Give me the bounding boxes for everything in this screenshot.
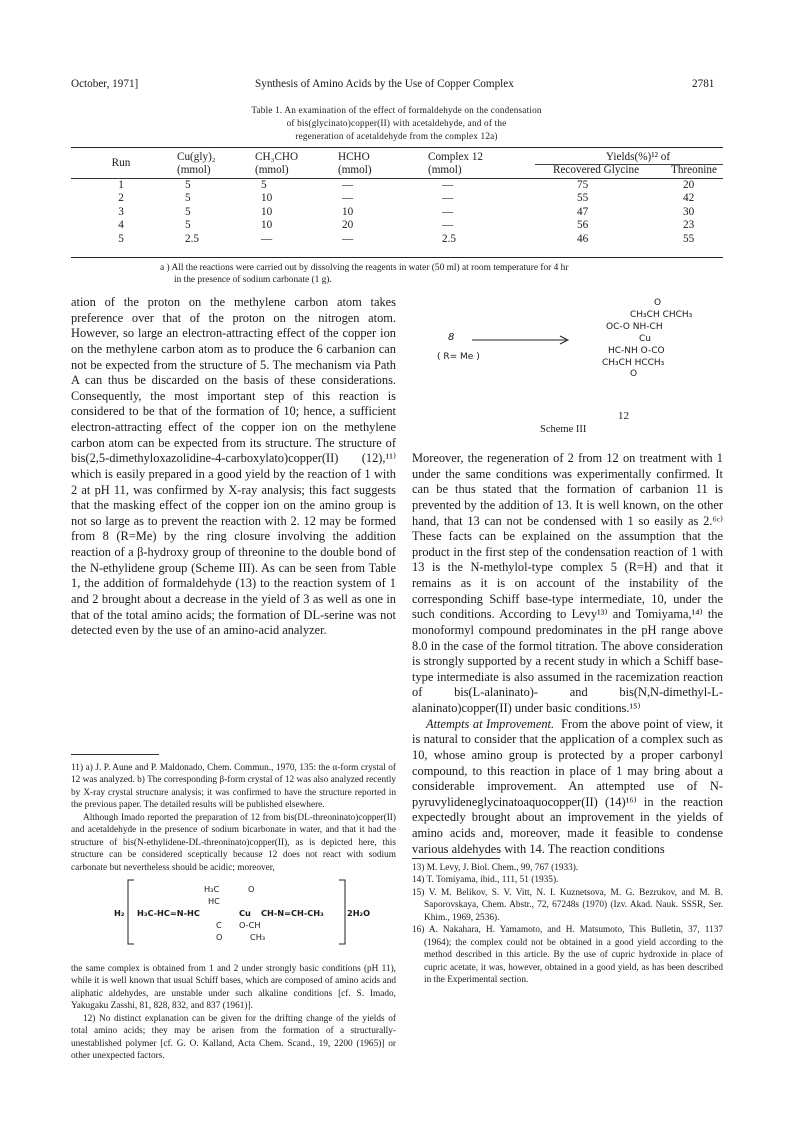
right-paragraph-2-text: From the above point of view, it is natural to consider that the application of a complex such as 10, whose amino group is protected by a proper carbonyl compound, to this reaction in place of 1 may bring about a considerable improvement. An attempted use of N-pyruvylideneglycinatoaquocopper(II) (14)¹⁶⁾ in the reaction expectedly brought about an improvement in the yields of amino acids and, moreover, made it feasible to condense various aldehydes with 14. The reaction conditions — [412, 716, 723, 856]
scheme-oc-o-line: OC-O NH-CH — [606, 322, 663, 332]
table-cell: 20 — [342, 219, 354, 232]
table-cell: 10 — [342, 205, 354, 218]
table-cell: — — [342, 192, 354, 205]
scheme-hc-nh-line: HC-NH O-CO — [608, 346, 665, 356]
table-row — [71, 219, 723, 232]
scheme-cu: Cu — [639, 334, 651, 344]
unit-mmol: (mmol) — [428, 163, 462, 176]
col-recovered-glycine: Recovered Glycine — [553, 163, 640, 176]
footnote-15: 15) V. M. Belikov, S. V. Vitt, N. I. Kuznetsova, M. G. Bezrukov, and M. B. Saporovskaya, Chem. Abstr., 72, 67248s (1970) (Izv. Akad. Nauk. SSSR, Ser. Khim., 1969, 2536). — [412, 887, 723, 923]
table-row — [71, 233, 723, 246]
left-body-text — [71, 295, 396, 639]
scheme-o-bottom: O — [630, 369, 638, 379]
right-paragraph-1: Moreover, the regeneration of 2 from 12 on treatment with 1 under the same conditions was experimentally confirmed. It can be thus stated that the formation of carbanion 11 is prevented by the addition of 13. It is well known, on the other hand, that 13 can not be condensed with 1 so easily as 2.⁶ᶜ⁾ These facts can be explained on the assumption that the product in the first step of the condensation reaction of 1 with 13 is the N-methylol-type complex 5 (R=H) and that it remains as it is on account of the instability of the corresponding Schiff base-type intermediate, 10, under the such conditions. According to Levy¹³⁾ and Tomiyama,¹⁴⁾ the monoformyl compound predominates in the pH range above 8.0 in the case of the formol titration. The above consideration is strongly supported by a recent study in which a Schiff base-type intermediate is also assumed in the racemization reaction of bis(L-alaninato)- and bis(N,N-dimethyl-L-alaninato)copper(II) under basic conditions.¹⁵⁾ — [412, 451, 723, 715]
unit-mmol: (mmol) — [255, 163, 289, 176]
table-caption — [0, 104, 793, 143]
table-cell: — — [261, 232, 273, 245]
col-ch3cho: CH₃CHO — [255, 151, 299, 163]
table-cell: 42 — [683, 192, 695, 205]
table-caption-line-1: Table 1. An examination of the effect of formaldehyde on the condensation — [251, 105, 542, 115]
table-cell: 3 — [118, 205, 124, 218]
table-cell: — — [442, 205, 454, 218]
scheme-top-line: CH₃CH CHCH₃ — [630, 310, 693, 320]
table-cell: 2.5 — [442, 232, 456, 245]
table-cell: 10 — [261, 205, 273, 218]
table-top-rule — [71, 147, 723, 148]
scheme-r-equals-me: ( R= Me ) — [437, 352, 480, 362]
chemical-structure — [71, 872, 396, 962]
table-row — [71, 192, 723, 205]
running-header-date: October, 1971] — [71, 78, 139, 90]
table-cell: 5 — [185, 192, 191, 205]
table-cell: 75 — [577, 179, 589, 191]
col-threonine: Threonine — [671, 163, 717, 176]
table-caption-line-3: regeneration of acetaldehyde from the complex 12a) — [295, 131, 498, 141]
table-cell: 20 — [683, 179, 695, 191]
table-cell: 56 — [577, 219, 589, 232]
table-cell: 4 — [118, 219, 124, 232]
table-cell: 46 — [577, 232, 589, 245]
table-cell: — — [342, 232, 354, 245]
struct-o3: O — [216, 932, 223, 942]
footnote-11-continued: Although Imado reported the preparation of 12 from bis(DL-threoninato)copper(II) and acetaldehyde in the presence of sodium bicarbonate in water, and that it had the structure of bis(N-ethylidene-DL-threoninato)copper(II), as is depicted here, this structure can be considered sceptically because 12 does not react with sodium carbonate but nevertheless should be acidic; moreover, — [71, 812, 396, 873]
table-cell: 47 — [577, 205, 589, 218]
unit-mmol: (mmol) — [338, 163, 372, 176]
table-cell: 23 — [683, 219, 695, 232]
scheme-III — [412, 292, 723, 442]
left-footnotes — [71, 762, 396, 874]
col-complex12: Complex 12 — [428, 151, 484, 163]
col-yields: Yields(%)¹² of — [605, 151, 671, 163]
table-cell: — — [442, 192, 454, 205]
table-caption-line-2: of bis(glycinato)copper(II) with acetaldehyde, and of the — [286, 118, 507, 128]
struct-cu: Cu — [239, 908, 251, 918]
table-cell: — — [342, 179, 354, 191]
table-row — [71, 176, 723, 192]
left-paragraph-1: ation of the proton on the methylene carbon atom takes preference over that of the proton on the nitrogen atom. However, so large an electron-attracting effect of the copper ion on the methylene carbon atom as to produce the 6 carbanion can not be expected from the structure of 5. The mechanism via Path A can thus be discarded on the basis of these considerations. Consequently, the most important step of this reaction is considered to be that of the formation of 10; hence, a sufficient electron-attracting effect of the copper ion on the methylene carbon atom can be expected from its structure. The structure of bis(2,5-dimethyloxazolidine-4-carboxylato)copper(II) (12),¹¹⁾ which is easily prepared in a good yield by the reaction of 1 with 2 at pH 11, was confirmed by X-ray analysis; this fact suggests that the masking effect of the copper ion on the amino group is not so large as to prevent the reaction with 2. 12 may be formed from 8 (R=Me) by the ring closure involving the addition reaction of a β-hydroxy group of threonine to the double bond of the N-ethylidene group (Scheme III). As can be seen from Table 1, the addition of formaldehyde (13) to the reaction system of 1 and 2 brought about a decrease in the yield of 3 as well as one in that of the total amino acids; the formation of DL-serine was not detected even by the use of an amino-acid analyzer. — [71, 295, 396, 638]
table-cell: 5 — [118, 232, 124, 245]
col-run: Run — [111, 157, 131, 170]
table-cell: 2 — [118, 192, 124, 205]
unit-mmol: (mmol) — [177, 163, 211, 176]
table-cell: 55 — [683, 232, 695, 245]
table-cell: — — [442, 219, 454, 232]
struct-hc: HC — [208, 896, 220, 906]
left-footnotes-continued — [71, 963, 396, 1063]
table-footnote — [160, 262, 680, 287]
scheme-o-top: O — [654, 298, 662, 308]
struct-o1: O — [248, 884, 255, 894]
scheme-bottom-line: CH₃CH HCCH₃ — [602, 358, 665, 368]
scheme-label-12: 12 — [618, 410, 629, 422]
struct-water: 2H₂O — [347, 908, 371, 918]
reaction-arrow — [472, 334, 572, 346]
footnote-13: 13) M. Levy, J. Biol. Chem., 99, 767 (1933). — [412, 863, 579, 873]
table-footnote-line-2: in the presence of sodium carbonate (1 g). — [174, 275, 332, 286]
footnote-14: 14) T. Tomiyama, ibid., 111, 51 (1935). — [412, 875, 559, 886]
table-cell: 5 — [185, 219, 191, 232]
scheme-caption: Scheme III — [540, 424, 587, 435]
table-cell: — — [442, 179, 454, 191]
page-number: 2781 — [692, 78, 715, 90]
struct-left-chain: H₃C-HC=N-HC — [137, 908, 200, 918]
table-cell: 5 — [185, 205, 191, 218]
table-cell: 2.5 — [185, 232, 199, 245]
table-cell: 30 — [683, 205, 695, 218]
table-cell: 55 — [577, 192, 589, 205]
table-row — [71, 206, 723, 219]
struct-h2: H₂ — [114, 908, 125, 918]
footnote-11-end: the same complex is obtained from 1 and 2 under strongly basic conditions (pH 11), while it is well known that usual Schiff bases, which are composed of amino acids and aliphatic aldehydes, are unstable under such alkaline conditions [cf. S. Imado, Yakugaku Zasshi, 81, 828, 832, and 837 (1961)]. — [71, 964, 396, 1012]
footnote-11: 11) a) J. P. Aune and P. Maldonado, Chem. Commun., 1970, 135: the α-form crystal of 12 was analyzed. b) The corresponding β-form crystal of 12 was also analyzed recently by X-ray crystal structure analysis; it was confirmed to have the structure reported in the previous paper. The detailed results will be published elsewhere. — [71, 763, 396, 811]
struct-o-ch: O-CH — [239, 920, 261, 930]
footnote-12: 12) No distinct explanation can be given for the drifting change of the yields of total amino acids; they may be arisen from the formation of a structurally-unestablished polymer [cf. G. O. Kalland, Acta Chem. Scand., 19, 2200 (1965)] or other unexpected factors. — [71, 1013, 396, 1062]
section-heading-improvement: Attempts at Improvement. — [426, 716, 555, 731]
table-cell: 5 — [185, 179, 191, 191]
scheme-compound-8: 8 — [448, 332, 455, 343]
col-hcho: HCHO — [338, 151, 370, 163]
running-header-title: Synthesis of Amino Acids by the Use of Copper Complex — [255, 78, 514, 90]
table-bottom-rule — [71, 257, 723, 258]
struct-h3c: H₃C — [204, 884, 220, 894]
struct-ch-n: CH-N=CH-CH₃ — [261, 908, 324, 918]
right-paragraph-2 — [412, 717, 723, 858]
struct-ch3: CH₃ — [250, 932, 266, 942]
table-body — [71, 176, 723, 246]
right-body-text — [412, 451, 723, 857]
footnote-separator — [71, 754, 159, 755]
table-footnote-line-1: a ) All the reactions were carried out by dissolving the reagents in water (50 ml) at room temperature for 4 hr — [160, 263, 569, 273]
struct-c: C — [216, 920, 222, 930]
right-footnotes — [412, 862, 723, 987]
table-cell: 5 — [261, 179, 267, 191]
col-cu-gly: Cu(gly)₂ — [177, 151, 216, 163]
footnote-16: 16) A. Nakahara, H. Yamamoto, and H. Matsumoto, This Bulletin, 37, 1137 (1964); the complex could not be obtained in a good yield according to the method described in this article. By the use of cupric hydroxide in place of cupric acetate, it was, however, obtained in a good yield, as has been described in the Experimental section. — [412, 925, 723, 986]
table-cell: 10 — [261, 192, 273, 205]
table-cell: 10 — [261, 219, 273, 232]
right-footnote-separator — [412, 858, 500, 859]
results-table — [71, 149, 723, 246]
table-cell: 1 — [118, 179, 124, 191]
